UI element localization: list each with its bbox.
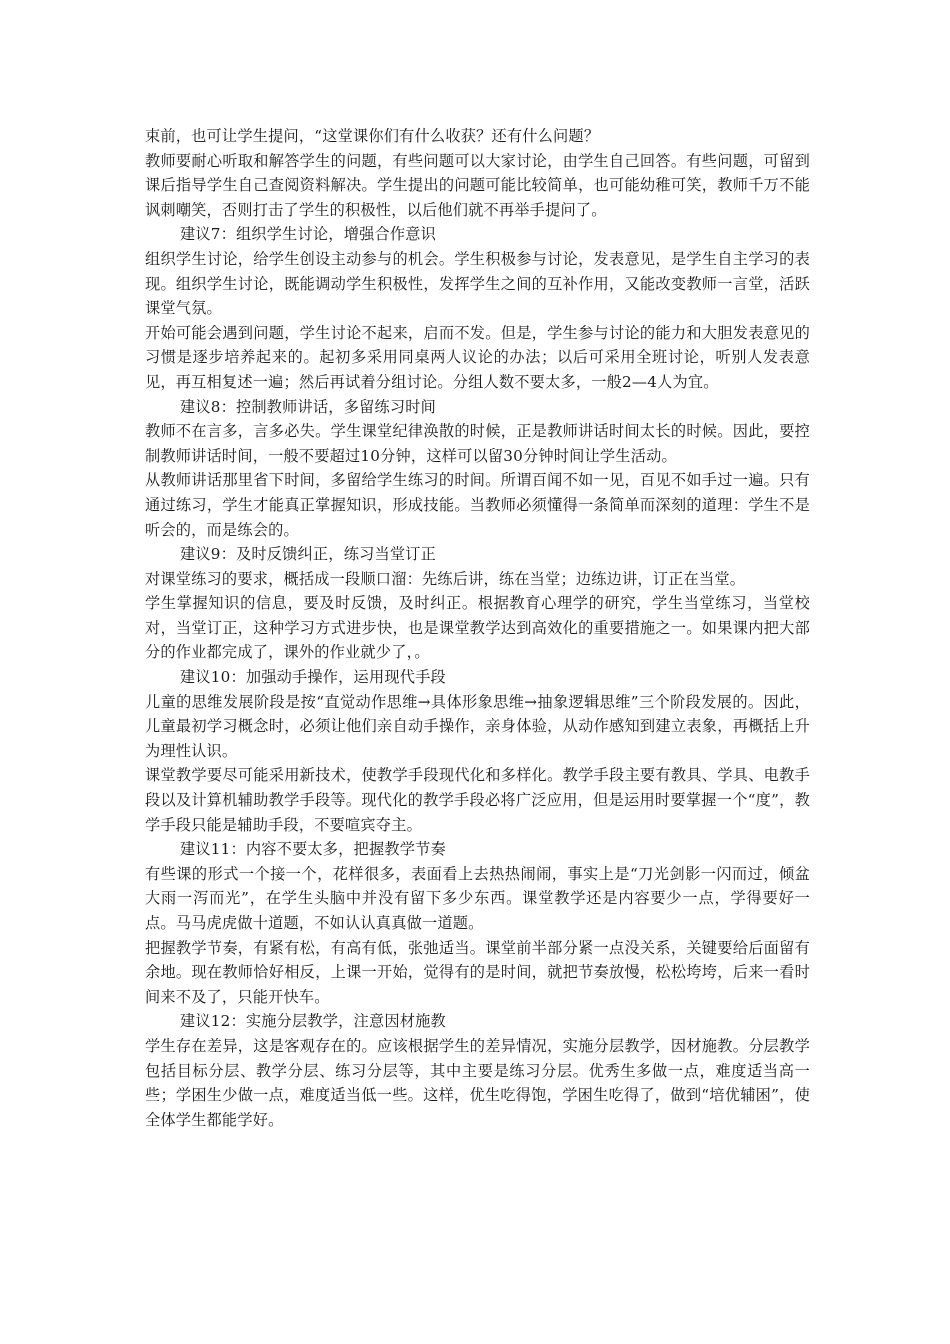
paragraph: 组织学生讨论，给学生创设主动参与的机会。学生积极参与讨论，发表意见，是学生自主学习的表现。组织学生讨论，既能调动学生积极性，发挥学生之间的互补作用，又能改变教师一言堂，活跃课堂气氛。 — [145, 249, 810, 318]
paragraph: 学生掌握知识的信息，要及时反馈，及时纠正。根据教育心理学的研究，学生当堂练习，当堂校对，当堂订正，这种学习方式进步快，也是课堂教学达到高效化的重要措施之一。如果课内把大部分的作业都完成了，课外的作业就少了，。 — [145, 594, 810, 662]
paragraph: 从教师讲话那里省下时间，多留给学生练习的时间。所谓百闻不如一见，百见不如手过一遍。只有通过练习，学生才能真正掌握知识，形成技能。当教师必须懂得一条简单而深刻的道理：学生不是听会的，而是练会的。 — [145, 471, 810, 539]
section-heading-11: 建议11：内容不要太多，把握教学节奏 — [179, 840, 446, 859]
paragraph: 开始可能会遇到问题，学生讨论不起来，启而不发。但是，学生参与讨论的能力和大胆发表意见的习惯是逐步培养起来的。起初多采用同桌两人议论的办法；以后可采用全班讨论，听别人发表意见，再互相复述一遍；然后再试着分组讨论。分组人数不要太多，一般2—4人为宜。 — [145, 323, 810, 391]
paragraph: 学生存在差异，这是客观存在的。应该根据学生的差异情况，实施分层教学，因材施教。分层教学包括目标分层、教学分层、练习分层等，其中主要是练习分层。优秀生多做一点，难度适当高一些；学困生少做一点，难度适当低一些。这样，优生吃得饱，学困生吃得了，做到“培优辅困”，使全体学生都能学好。 — [145, 1036, 810, 1129]
section-heading-9: 建议9：及时反馈纠正，练习当堂订正 — [179, 545, 437, 564]
paragraph-continuation: 束前，也可让学生提问，“这堂课你们有什么收获？还有什么问题？ — [145, 127, 600, 145]
section-heading-12: 建议12：实施分层教学，注意因材施教 — [179, 1012, 446, 1031]
paragraph: 对课堂练习的要求，概括成一段顺口溜：先练后讲，练在当堂；边练边讲，订正在当堂。 — [145, 569, 746, 588]
paragraph: 儿童的思维发展阶段是按“直觉动作思维→具体形象思维→抽象逻辑思维”三个阶段发展的。因此，儿童最初学习概念时，必须让他们亲自动手操作，亲身体验，从动作感知到建立表象，再概括上升为理性认识。 — [145, 692, 810, 760]
paragraph: 课堂教学要尽可能采用新技术，使教学手段现代化和多样化。教学手段主要有教具、学具、电教手段以及计算机辅助教学手段等。现代化的教学手段必将广泛应用，但是运用时要掌握一个“度”，教学手段只能是辅助手段，不要喧宾夺主。 — [145, 766, 810, 834]
section-heading-7: 建议7：组织学生讨论，增强合作意识 — [179, 225, 437, 244]
section-heading-8: 建议8：控制教师讲话，多留练习时间 — [179, 397, 437, 416]
section-heading-10: 建议10：加强动手操作，运用现代手段 — [179, 668, 446, 687]
paragraph: 教师要耐心听取和解答学生的问题，有些问题可以大家讨论，由学生自己回答。有些问题，可留到课后指导学生自己查阅资料解决。学生提出的问题可能比较简单，也可能幼稚可笑，教师千万不能讽刺嘲笑，否则打击了学生的积极性，以后他们就不再举手提问了。 — [145, 151, 810, 219]
document-page — [145, 124, 810, 1132]
paragraph: 把握教学节奏，有紧有松，有高有低，张弛适当。课堂前半部分紧一点没关系，关键要给后面留有余地。现在教师恰好相反，上课一开始，觉得有的是时间，就把节奏放慢，松松垮垮，后来一看时间来不及了，只能开快车。 — [145, 938, 810, 1006]
paragraph: 教师不在言多，言多必失。学生课堂纪律涣散的时候，正是教师讲话时间太长的时候。因此，要控制教师讲话时间，一般不要超过10分钟，这样可以留30分钟时间让学生活动。 — [145, 422, 810, 465]
paragraph: 有些课的形式一个接一个，花样很多，表面看上去热热闹闹，事实上是“刀光剑影一闪而过，倾盆大雨一泻而光”，在学生头脑中并没有留下多少东西。课堂教学还是内容要少一点，学得要好一点。马马虎虎做十道题，不如认认真真做一道题。 — [145, 864, 810, 932]
